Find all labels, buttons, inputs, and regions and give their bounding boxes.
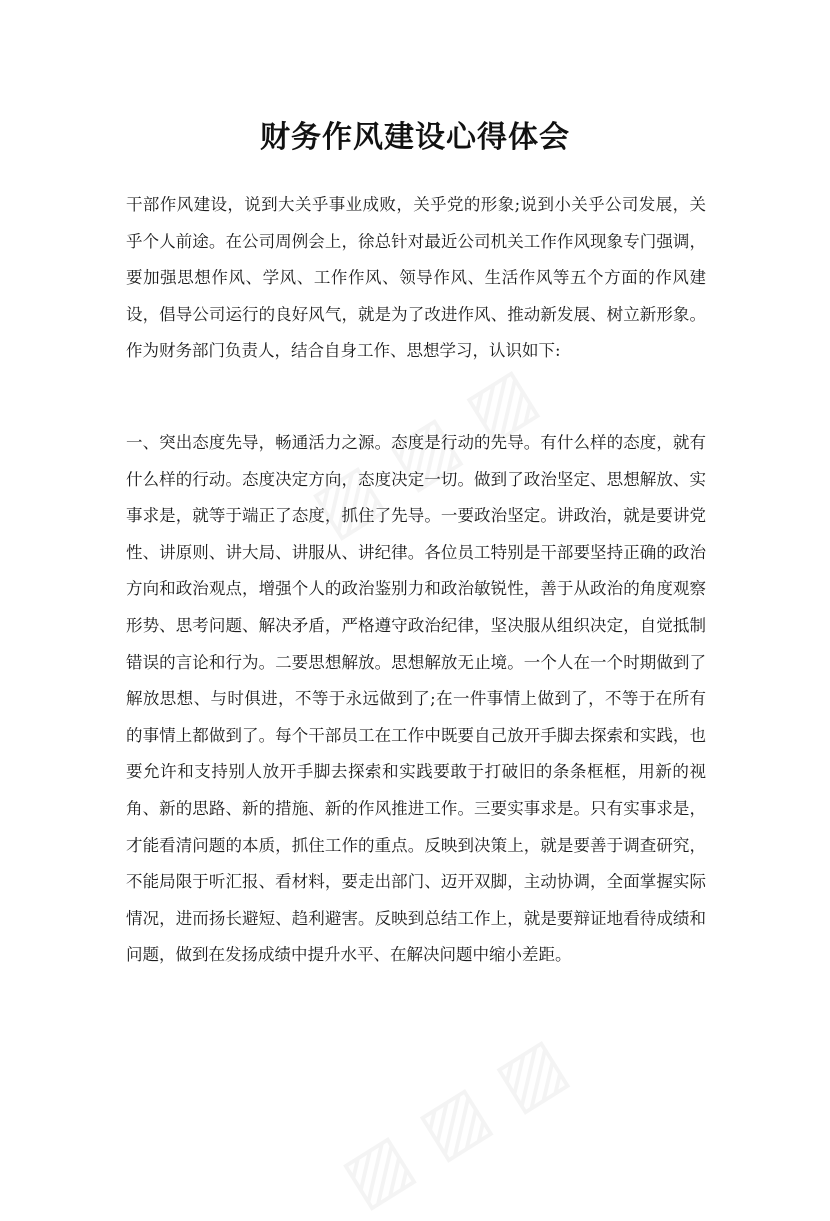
document-title: 财务作风建设心得体会: [260, 120, 570, 155]
watermark-mark: [327, 1021, 580, 1221]
paragraph-intro: 干部作风建设，说到大关乎事业成败，关乎党的形象;说到小关乎公司发展，关乎个人前途。在公司周例会上，徐总针对最近公司机关工作作风现象专门强调，要加强思想作风、学风、工作作风、领导作风、生活作风等五个方面的作风建设，倡导公司运行的良好风气，就是为了改进作风、推动新发展、树立新形象。作为财务部门负责人，结合自身工作、思想学习，认识如下:: [126, 195, 706, 361]
paragraph-section-one: 一、突出态度先导，畅通活力之源。态度是行动的先导。有什么样的态度，就有什么样的行动。态度决定方向，态度决定一切。做到了政治坚定、思想解放、实事求是，就等于端正了态度，抓住了先导。一要政治坚定。讲政治，就是要讲党性、讲原则、讲大局、讲服从、讲纪律。各位员工特别是干部要坚持正确的政治方向和政治观点，增强个人的政治鉴别力和政治敏锐性，善于从政治的角度观察形势、思考问题、解决矛盾，严格遵守政治纪律，坚决服从组织决定，自觉抵制错误的言论和行为。二要思想解放。思想解放无止境。一个人在一个时期做到了解放思想、与时俱进，不等于永远做到了;在一件事情上做到了，不等于在所有的事情上都做到了。每个干部员工在工作中既要自己放开手脚去探索和实践，也要允许和支持别人放开手脚去探索和实践要敢于打破旧的条条框框，用新的视角、新的思路、新的措施、新的作风推进工作。三要实事求是。只有实事求是，才能看清问题的本质，抓住工作的重点。反映到决策上，就是要善于调查研究，不能局限于听汇报、看材料，要走出部门、迈开双脚，主动协调，全面掌握实际情况，进而扬长避短、趋利避害。反映到总结工作上，就是要辩证地看待成绩和问题，做到在发扬成绩中提升水平、在解决问题中缩小差距。: [126, 433, 706, 965]
